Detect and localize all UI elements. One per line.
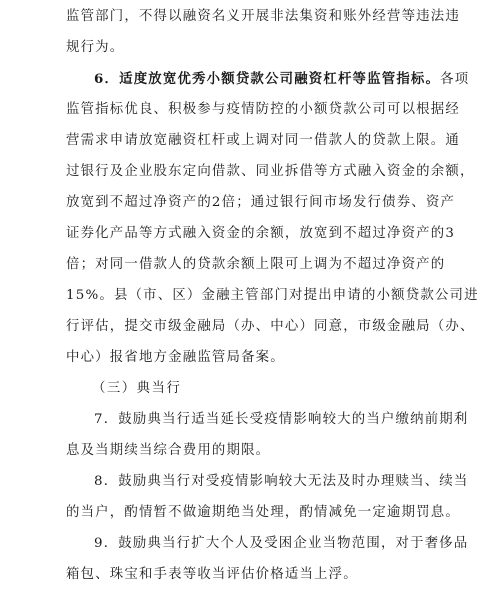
line-text: 箱包、珠宝和手表等收当评估价格适当上浮。 xyxy=(66,567,358,582)
text-line xyxy=(0,281,501,311)
text-line xyxy=(0,529,501,559)
paragraph-heading-line xyxy=(0,64,501,94)
text-line xyxy=(0,498,501,528)
line-text: 倍；对同一借款人的贷款余额上限可上调为不超过净资产的 xyxy=(66,257,446,272)
text-line xyxy=(0,126,501,156)
line-text: 放宽到不超过净资产的2倍；通过银行间市场发行债券、资产 xyxy=(66,195,456,210)
paragraph-heading: 6．适度放宽优秀小额贷款公司融资杠杆等监管指标。 xyxy=(94,71,441,87)
text-line xyxy=(0,188,501,218)
line-text: 监管指标优良、积极参与疫情防控的小额贷款公司可以根据经 xyxy=(66,102,460,117)
text-line xyxy=(0,250,501,280)
text-line xyxy=(0,219,501,249)
line-text: 营需求申请放宽融资杠杆或上调对同一借款人的贷款上限。通 xyxy=(66,133,460,148)
text-line xyxy=(0,95,501,125)
line-text: 15%。县（市、区）金融主管部门对提出申请的小额贷款公司进 xyxy=(66,288,479,303)
line-text: 证券化产品等方式融入资金的余额，放宽到不超过净资产的3 xyxy=(66,226,456,241)
line-text: 行评估，提交市级金融局（办、中心）同意，市级金融局（办、 xyxy=(66,319,475,334)
section-heading-text: （三）典当行 xyxy=(92,381,182,396)
line-text: 的当户，酌情暂不做逾期绝当处理，酌情减免一定逾期罚息。 xyxy=(66,505,460,520)
text-line xyxy=(0,2,501,32)
line-text: 规行为。 xyxy=(66,40,125,55)
text-line xyxy=(0,560,501,590)
line-text: 中心）报省地方金融监管局备案。 xyxy=(66,350,285,365)
text-line xyxy=(0,33,501,63)
text-line xyxy=(0,467,501,497)
text-line xyxy=(0,157,501,187)
line-text: 息及当期续当综合费用的期限。 xyxy=(66,443,271,458)
line-text: 监管部门，不得以融资名义开展非法集资和账外经营等违法违 xyxy=(66,9,460,24)
section-heading xyxy=(0,374,501,404)
line-text: 8．鼓励典当行对受疫情影响较大无法及时办理赎当、续当 xyxy=(94,474,469,489)
line-text: 过银行及企业股东定向借款、同业拆借等方式融入资金的余额， xyxy=(66,164,475,179)
text-line xyxy=(0,343,501,373)
line-text: 各项 xyxy=(440,72,470,87)
text-line xyxy=(0,405,501,435)
line-text: 9．鼓励典当行扩大个人及受困企业当物范围，对于奢侈品 xyxy=(94,536,469,551)
text-line xyxy=(0,312,501,342)
text-line xyxy=(0,436,501,466)
line-text: 7．鼓励典当行适当延长受疫情影响较大的当户缴纳前期利 xyxy=(94,412,469,427)
